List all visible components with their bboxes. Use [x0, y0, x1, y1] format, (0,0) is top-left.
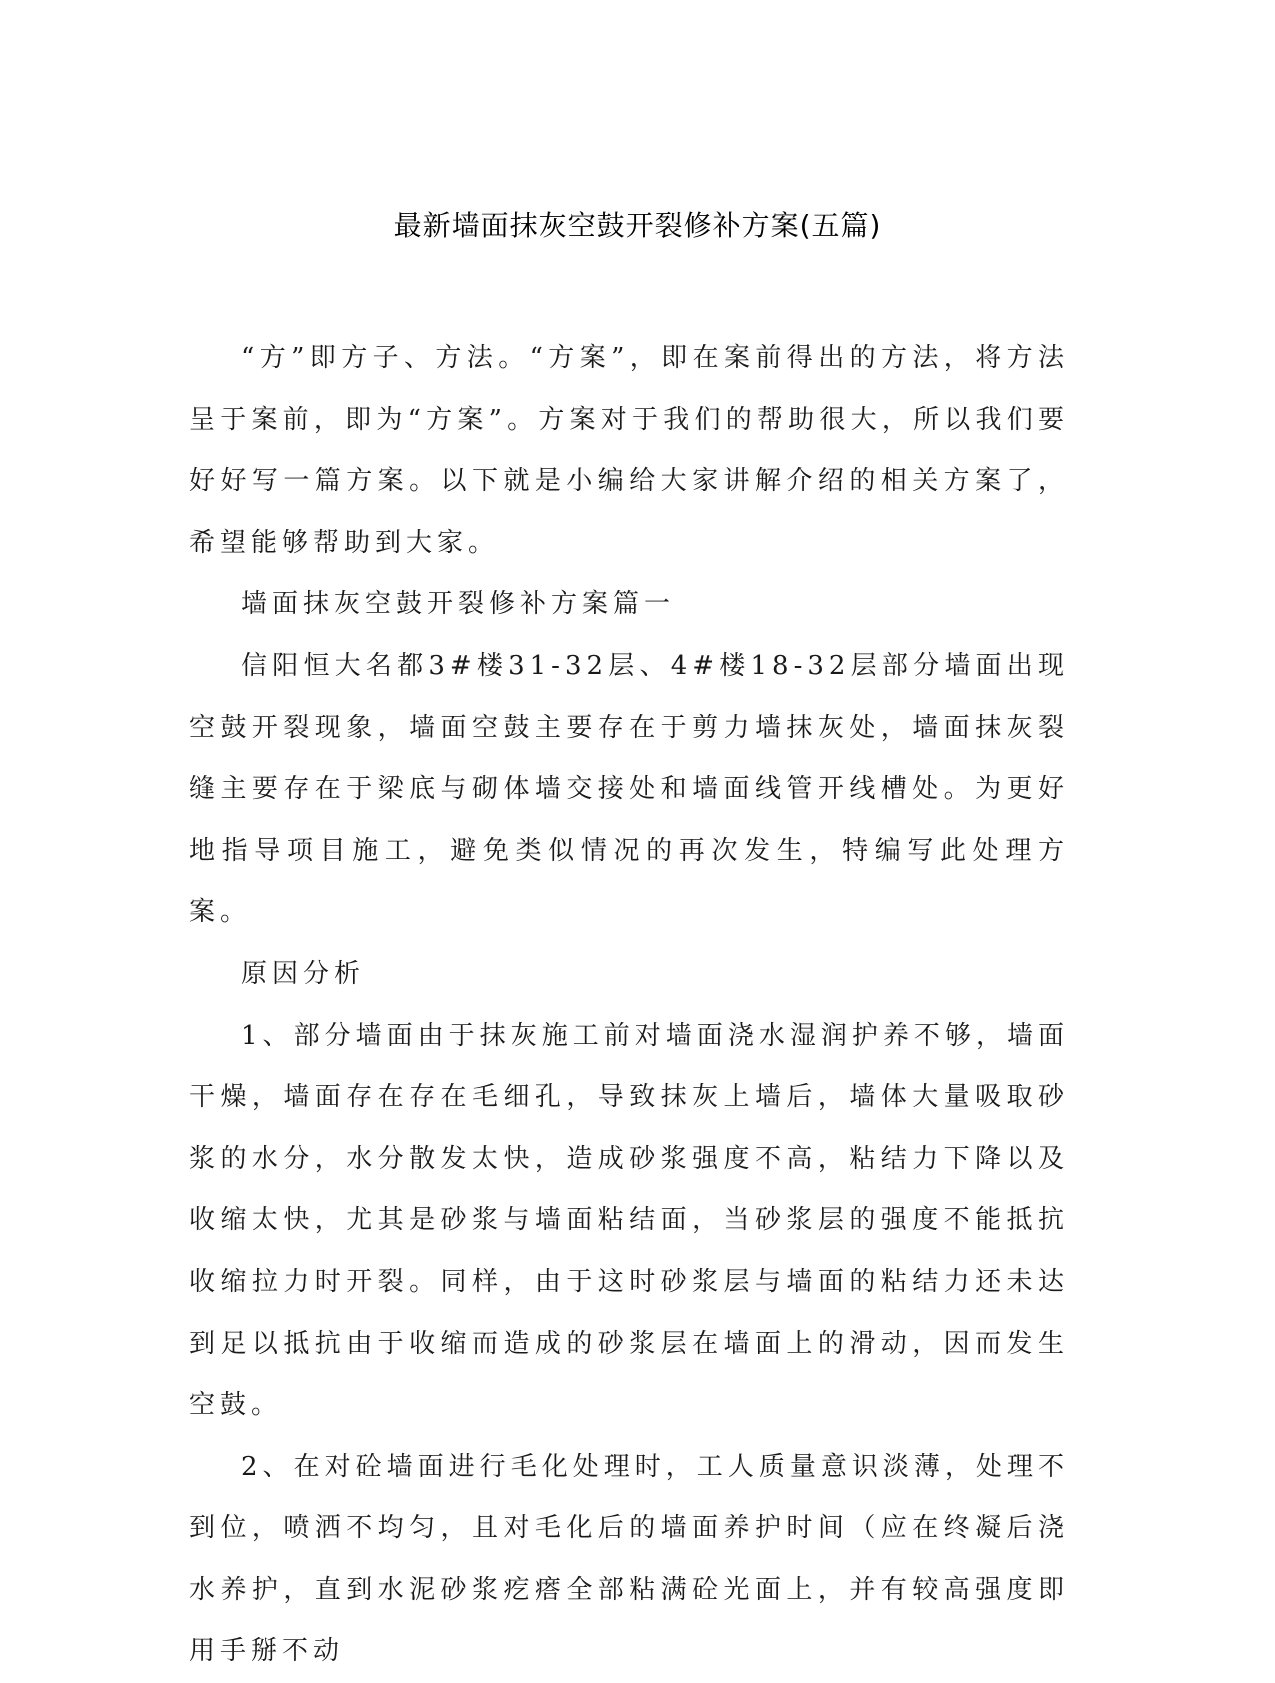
- document-body: [189, 328, 1069, 1683]
- cause-item-2: 2、在对砼墙面进行毛化处理时，工人质量意识淡薄，处理不到位，喷洒不均匀，且对毛化后的墙面养护时间（应在终凝后浇水养护，直到水泥砂浆疙瘩全部粘满砼光面上，并有较高强度即用手掰不动: [189, 1451, 1069, 1667]
- section-heading-part-one: 墙面抹灰空鼓开裂修补方案篇一: [241, 589, 676, 620]
- section-heading-cause-analysis: 原因分析: [241, 958, 366, 989]
- cause-item-1: 1、部分墙面由于抹灰施工前对墙面浇水湿润护养不够，墙面干燥，墙面存在存在毛细孔，导致抹灰上墙后，墙体大量吸取砂浆的水分，水分散发太快，造成砂浆强度不高，粘结力下降以及收缩太快，尤其是砂浆与墙面粘结面，当砂浆层的强度不能抵抗收缩拉力时开裂。同样，由于这时砂浆层与墙面的粘结力还未达到足以抵抗由于收缩而造成的砂浆层在墙面上的滑动，因而发生空鼓。: [189, 1020, 1069, 1421]
- document-title: 最新墙面抹灰空鼓开裂修补方案(五篇): [393, 209, 882, 242]
- intro-paragraph: “方”即方子、方法。“方案”，即在案前得出的方法，将方法呈于案前，即为“方案”。方案对于我们的帮助很大，所以我们要好好写一篇方案。以下就是小编给大家讲解介绍的相关方案了，希望能够帮助到大家。: [189, 343, 1069, 558]
- project-description-paragraph: 信阳恒大名都3#楼31-32层、4#楼18-32层部分墙面出现空鼓开裂现象，墙面空鼓主要存在于剪力墙抹灰处，墙面抹灰裂缝主要存在于梁底与砌体墙交接处和墙面线管开线槽处。为更好地指导项目施工，避免类似情况的再次发生，特编写此处理方案。: [189, 650, 1069, 928]
